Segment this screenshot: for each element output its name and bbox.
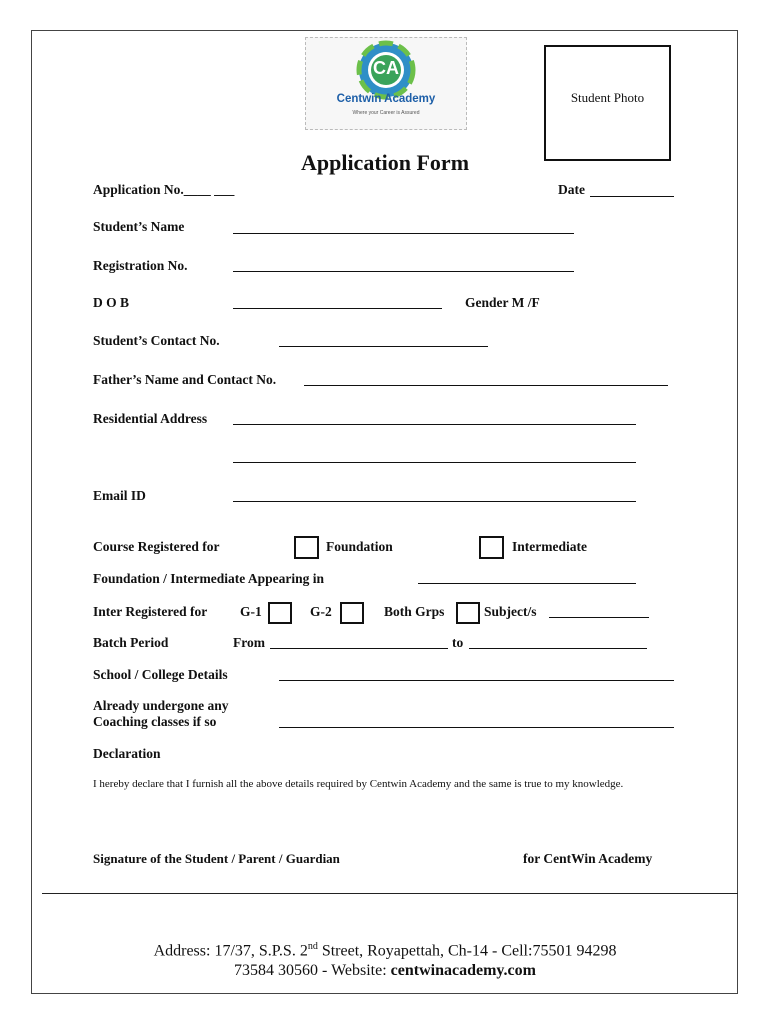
footer-address-sup: nd: [307, 941, 318, 952]
school-field[interactable]: [279, 680, 674, 681]
student-photo-box[interactable]: [544, 45, 671, 161]
declaration-heading: Declaration: [93, 746, 161, 761]
academy-signature-label: for CentWin Academy: [523, 851, 653, 866]
logo-tagline: Where your Career is Assured: [352, 110, 420, 116]
g2-label: G-2: [310, 604, 332, 619]
date-label: Date: [558, 182, 585, 197]
subjects-label: Subject/s: [484, 604, 537, 619]
from-field[interactable]: [270, 648, 448, 649]
from-label: From: [233, 635, 265, 650]
course-label: Course Registered for: [93, 539, 220, 554]
intermediate-checkbox[interactable]: [479, 536, 504, 559]
footer-address-suffix: Street, Royapettah, Ch-14 - Cell:75501 94298: [317, 942, 617, 960]
g1-label: G-1: [240, 604, 262, 619]
intermediate-label: Intermediate: [512, 539, 587, 554]
dob-field[interactable]: [233, 308, 442, 309]
footer-address: [0, 941, 770, 960]
footer-address-prefix: Address: 17/37, S.P.S. 2: [153, 942, 308, 960]
address-field-line1[interactable]: [233, 424, 636, 425]
g2-checkbox[interactable]: [340, 602, 364, 624]
student-name-field[interactable]: [233, 233, 574, 234]
both-grps-checkbox[interactable]: [456, 602, 480, 624]
registration-no-field[interactable]: [233, 271, 574, 272]
contact-no-label: Student’s Contact No.: [93, 333, 220, 348]
declaration-text: I hereby declare that I furnish all the above details required by Centwin Academy and the same is true to my knowledge.: [93, 778, 624, 790]
dob-label: D O B: [93, 295, 130, 310]
footer-phone: 73584 30560 - Website:: [234, 962, 391, 979]
father-name-field[interactable]: [304, 385, 668, 386]
registration-no-label: Registration No.: [93, 258, 188, 273]
inter-registered-label: Inter Registered for: [93, 604, 208, 619]
coaching-field[interactable]: [279, 727, 674, 728]
address-field-line2[interactable]: [233, 462, 636, 463]
school-label: School / College Details: [93, 667, 228, 682]
student-name-label: Student’s Name: [93, 219, 185, 234]
contact-no-field[interactable]: [279, 346, 488, 347]
both-grps-label: Both Grps: [384, 604, 445, 619]
academy-logo: [305, 37, 467, 130]
student-signature-label: Signature of the Student / Parent / Guardian: [93, 851, 340, 866]
address-label: Residential Address: [93, 411, 208, 426]
father-name-label: Father’s Name and Contact No.: [93, 372, 277, 387]
page-title: Application Form: [300, 150, 470, 175]
batch-period-label: Batch Period: [93, 635, 169, 650]
date-field[interactable]: [590, 196, 674, 197]
footer-contact: [0, 962, 770, 980]
to-label: to: [452, 635, 464, 650]
appearing-label: Foundation / Intermediate Appearing in: [93, 571, 325, 586]
coaching-label-line1: Already undergone any: [93, 698, 229, 713]
logo-initials: CA: [373, 58, 399, 78]
gender-label: Gender M /F: [465, 295, 540, 310]
foundation-label: Foundation: [326, 539, 393, 554]
subjects-field[interactable]: [549, 617, 649, 618]
footer-website-link[interactable]: centwinacademy.com: [390, 962, 536, 979]
logo-name: Centwin Academy: [336, 93, 436, 105]
g1-checkbox[interactable]: [268, 602, 292, 624]
to-field[interactable]: [469, 648, 647, 649]
student-photo-label: Student Photo: [570, 90, 645, 105]
email-field[interactable]: [233, 501, 636, 502]
appearing-field[interactable]: [418, 583, 636, 584]
footer-divider: [42, 893, 738, 894]
foundation-checkbox[interactable]: [294, 536, 319, 559]
email-label: Email ID: [93, 488, 146, 503]
coaching-label-line2: Coaching classes if so: [93, 714, 217, 729]
application-no-label: Application No.____ ___: [93, 182, 235, 197]
